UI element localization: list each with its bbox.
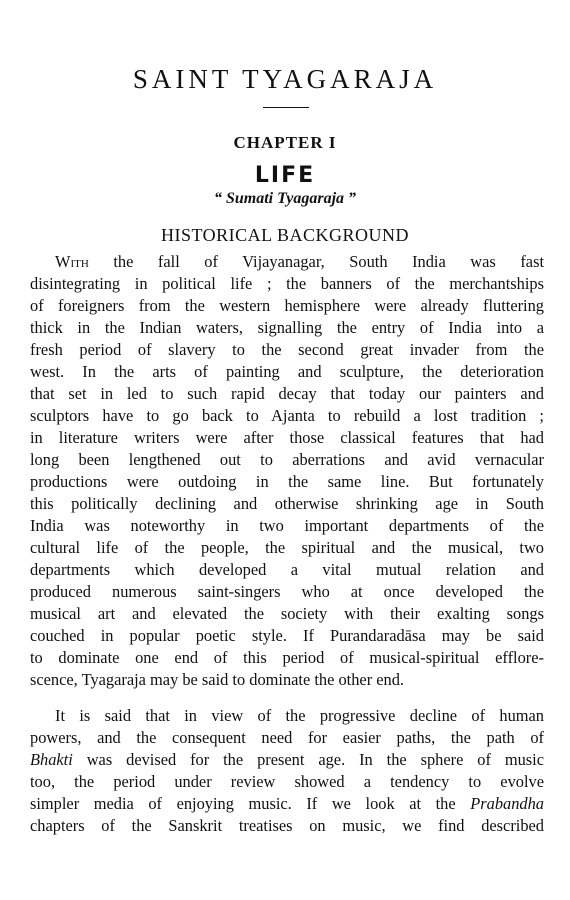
text-line: to dominate one end of this period of musical-spiritual efflore-: [30, 648, 544, 667]
text-line: west. In the arts of painting and sculpture, the deterioration: [30, 362, 544, 381]
text-line: this politically declining and otherwise shrinking age in South: [30, 494, 544, 513]
book-title: SAINT TYAGARAJA: [132, 64, 438, 94]
text-line: too, the period under review showed a tendency to evolve: [30, 772, 544, 791]
italic-term-bhakti: Bhakti: [30, 750, 73, 769]
drop-word: With: [55, 252, 89, 271]
paragraph-bhakti: [30, 705, 544, 837]
text-line: that set in led to such rapid decay that today our painters and: [30, 384, 544, 403]
chapter-number: CHAPTER I: [233, 133, 337, 152]
text-line: of foreigners from the western hemisphere were already fluttering: [30, 296, 544, 315]
text-line: powers, and the consequent need for easier paths, the path of: [30, 728, 544, 747]
chapter-title: LIFE: [254, 163, 316, 188]
italic-term-prabandha: Prabandha: [470, 794, 544, 813]
text-line: long been lengthened out to aberrations and avid vernacular: [30, 450, 544, 469]
text-line-content: the fall of Vijayanagar, South India was fast: [88, 252, 544, 271]
text-line: sculptors have to go back to Ajanta to rebuild a lost tradition ;: [30, 406, 544, 425]
chapter-epigraph: “ Sumati Tyagaraja ”: [213, 190, 357, 207]
text-line: chapters of the Sanskrit treatises on music, we find described: [30, 816, 544, 835]
text-line: [30, 749, 544, 771]
text-line: departments which developed a vital mutual relation and: [30, 560, 544, 579]
text-line: productions were outdoing in the same line. But fortunately: [30, 472, 544, 491]
text-line: in literature writers were after those classical features that had: [30, 428, 544, 447]
text-line: [30, 793, 544, 815]
text-line-content: simpler media of enjoying music. If we look at the: [30, 794, 471, 813]
text-line: musical art and elevated the society with their exalting songs: [30, 604, 544, 623]
text-line: fresh period of slavery to the second great invader from the: [30, 340, 544, 359]
title-rule: [263, 107, 309, 108]
section-heading: HISTORICAL BACKGROUND: [160, 225, 409, 245]
paragraph-historical-background: [30, 251, 544, 691]
text-line: It is said that in view of the progressive decline of human: [55, 706, 544, 725]
text-line: cultural life of the people, the spiritual and the musical, two: [30, 538, 544, 557]
text-line: disintegrating in political life ; the banners of the merchantships: [30, 274, 544, 293]
text-line: scence, Tyagaraja may be said to dominate the other end.: [30, 670, 405, 689]
text-line: couched in popular poetic style. If Purandaradāsa may be said: [30, 626, 544, 645]
text-line: produced numerous saint-singers who at once developed the: [30, 582, 544, 601]
text-line-content: was devised for the present age. In the sphere of music: [72, 750, 544, 769]
text-line: [30, 251, 544, 273]
text-line: India was noteworthy in two important departments of the: [30, 516, 544, 535]
text-line: thick in the Indian waters, signalling the entry of India into a: [30, 318, 544, 337]
